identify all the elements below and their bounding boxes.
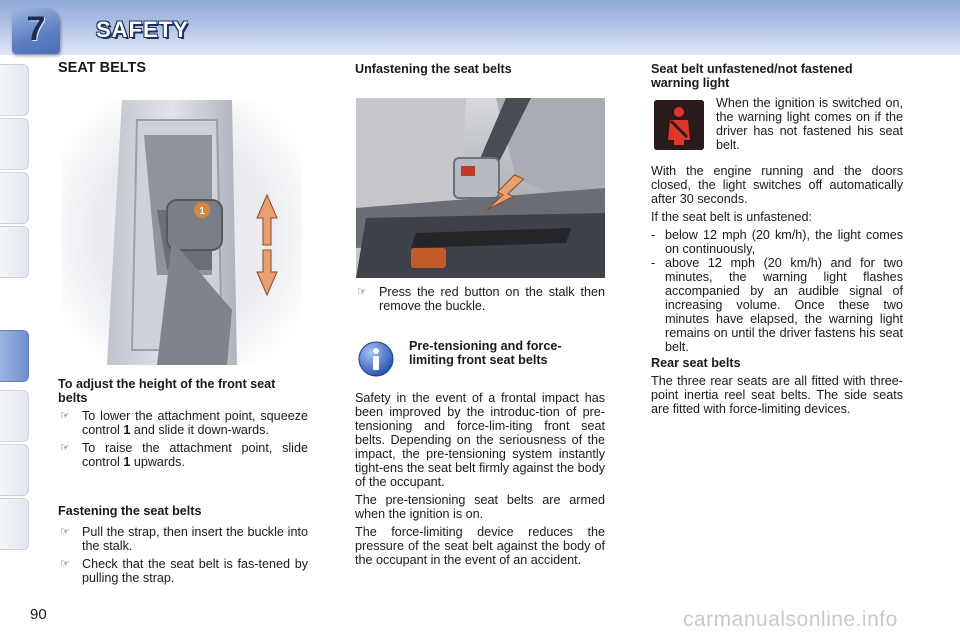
fasten-bullet: ☞ Pull the strap, then insert the buckle into the stalk. [60, 525, 308, 553]
right-column [651, 62, 903, 90]
info-icon [358, 341, 394, 377]
page-header [0, 0, 960, 55]
paragraph: The pre-tensioning seat belts are armed when the ignition is on. [355, 493, 605, 521]
middle-column [355, 62, 605, 76]
paragraph: If the seat belt is unfastened: [651, 210, 813, 224]
info-heading-block [409, 339, 605, 367]
left-column [58, 60, 308, 76]
rear-text: The three rear seats are all fitted with three-point inertia reel seat belts. The side seats are fitted with force-limiting devices. [651, 374, 903, 416]
side-tab[interactable] [0, 118, 29, 170]
photo-callout-number: 1 [199, 206, 205, 217]
pointing-hand-icon: ☞ [357, 286, 367, 298]
warning-text-block [716, 96, 903, 156]
seat-belt-warning-light-icon [654, 100, 704, 150]
pointing-hand-icon: ☞ [60, 442, 70, 454]
adjust-heading: To adjust the height of the front seat belts [58, 377, 276, 405]
warning-text: When the ignition is switched on, the warning light comes on if the driver has not fastened his seat belt. [716, 96, 903, 152]
adjust-section [58, 377, 308, 473]
pointing-hand-icon: ☞ [60, 410, 70, 422]
page-number: 90 [30, 606, 47, 623]
chapter-title: SAFETY [96, 17, 189, 42]
fasten-section [58, 504, 308, 589]
paragraph: The force-limiting device reduces the pressure of the seat belt against the body of the occupant in the event of an accident. [355, 525, 605, 567]
fasten-heading: Fastening the seat belts [58, 504, 202, 518]
fasten-bullet: ☞ Check that the seat belt is fas-tened by pulling the strap. [60, 557, 308, 585]
pretension-section [355, 391, 605, 571]
side-tab-active[interactable] [0, 330, 29, 382]
rear-section [651, 356, 903, 420]
side-tab[interactable] [0, 172, 29, 224]
rear-heading: Rear seat belts [651, 356, 741, 370]
side-tab[interactable] [0, 226, 29, 278]
paragraph: Safety in the event of a frontal impact has been improved by the introduc-tion of pre-tensioning and force-lim-iting front seat belts. Depending on the seriousness of the impact, the pre-tensioning system instantly tight-ens the seat belt firmly against the body of the occupant. [355, 391, 605, 489]
warning-heading: Seat belt unfastened/not fastened warning light [651, 62, 853, 90]
dash-item: - above 12 mph (20 km/h) and for two minutes, the warning light flashes accompanied by an audible signal of increasing volume. Once these two minutes have elapsed, the warning light remains on until the driver fastens his seat belt. [651, 256, 903, 354]
seat-belt-buckle-photo [356, 98, 605, 278]
adjust-bullet: ☞ To raise the attachment point, slide control 1 upwards. [60, 441, 308, 469]
chapter-number: 7 [26, 10, 46, 48]
adjust-bullet: ☞ To lower the attachment point, squeeze control 1 and slide it down-wards. [60, 409, 308, 437]
unfasten-bullet: ☞ Press the red button on the stalk then remove the buckle. [357, 285, 605, 313]
unfasten-heading: Unfastening the seat belts [355, 62, 512, 76]
side-tab[interactable] [0, 444, 29, 496]
warning-details [651, 164, 903, 354]
pointing-hand-icon: ☞ [60, 558, 70, 570]
section-title: SEAT BELTS [58, 60, 147, 76]
side-tab[interactable] [0, 498, 29, 550]
side-tab[interactable] [0, 64, 29, 116]
paragraph: With the engine running and the doors closed, the light switches off automatically after 30 seconds. [651, 164, 903, 206]
pointing-hand-icon: ☞ [60, 526, 70, 538]
chapter-tab [12, 8, 60, 54]
info-heading: Pre-tensioning and force-limiting front seat belts [409, 339, 562, 367]
watermark: carmanualsonline.info [683, 608, 898, 631]
seat-belt-height-photo [62, 100, 302, 365]
unfasten-section [355, 285, 605, 317]
dash-item: - below 12 mph (20 km/h), the light comes on continuously, [651, 228, 903, 256]
side-tab[interactable] [0, 390, 29, 442]
side-tab-rail [0, 60, 34, 580]
